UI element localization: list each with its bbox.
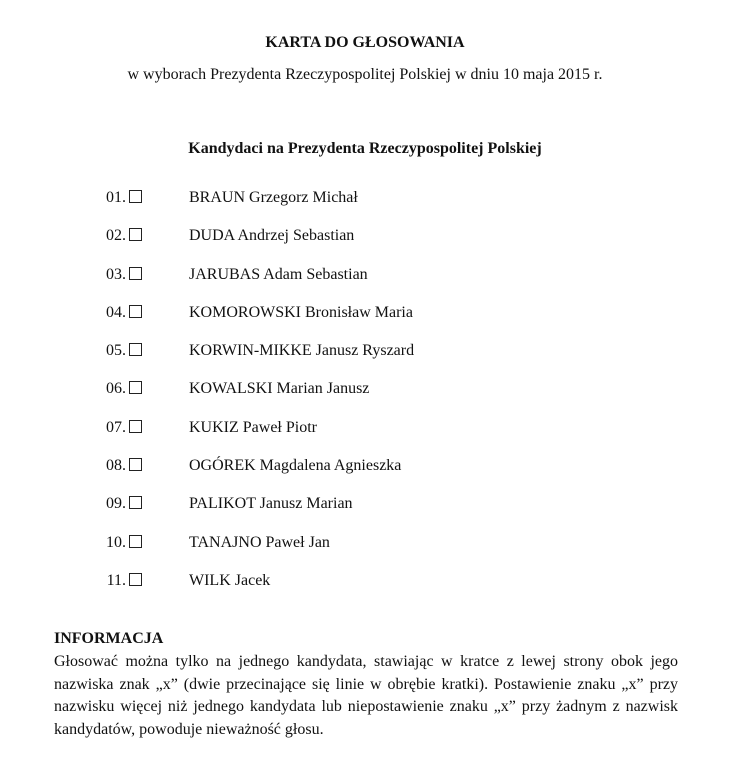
candidate-number: 01. xyxy=(106,189,126,206)
info-body: Głosować można tylko na jednego kandydata, stawiając w kratce z lewej strony obok jego nazwiska znak „x” (dwie przecinające się linie w obrębie kratki). Postawienie znaku „x” przy nazwisku więcej niż jednego kandydata lub niepostawienie znaku „x” przy żadnym z nazwisk kandydatów, powoduje nieważność głosu. xyxy=(54,653,678,738)
candidate-number: 08. xyxy=(106,457,126,475)
candidate-name: KORWIN-MIKKE Janusz Ryszard xyxy=(189,342,415,360)
candidate-row-09[interactable] xyxy=(0,492,730,530)
vote-checkbox[interactable] xyxy=(129,343,142,356)
ballot-title: KARTA DO GŁOSOWANIA xyxy=(265,34,465,51)
candidate-row-11[interactable] xyxy=(0,569,730,607)
vote-checkbox[interactable] xyxy=(129,381,142,394)
vote-checkbox[interactable] xyxy=(129,420,142,433)
candidate-number: 10. xyxy=(106,533,126,551)
candidate-row-02[interactable] xyxy=(0,224,730,262)
candidate-row-10[interactable] xyxy=(0,531,730,569)
vote-checkbox[interactable] xyxy=(129,573,142,586)
vote-checkbox[interactable] xyxy=(129,228,142,241)
candidate-number: 03. xyxy=(106,265,126,283)
candidate-name: KUKIZ Paweł Piotr xyxy=(189,418,317,436)
candidate-number: 11. xyxy=(106,571,126,589)
vote-checkbox[interactable] xyxy=(129,458,142,471)
candidate-name: JARUBAS Adam Sebastian xyxy=(189,265,368,283)
ballot-subtitle: w wyborach Prezydenta Rzeczypospolitej Polskiej w dniu 10 maja 2015 r. xyxy=(127,66,603,83)
candidate-name: PALIKOT Janusz Marian xyxy=(189,495,353,513)
candidate-name: OGÓREK Magdalena Agnieszka xyxy=(189,457,402,475)
candidate-number: 06. xyxy=(106,380,126,398)
candidate-number: 09. xyxy=(106,495,126,513)
candidate-number: 07. xyxy=(106,418,126,436)
candidate-row-08[interactable] xyxy=(0,454,730,492)
candidate-number: 05. xyxy=(106,342,126,360)
candidate-row-07[interactable] xyxy=(0,416,730,454)
vote-checkbox[interactable] xyxy=(129,496,142,509)
candidates-section-title: Kandydaci na Prezydenta Rzeczypospolitej Polskiej xyxy=(188,140,542,157)
candidate-row-01[interactable] xyxy=(0,186,730,224)
candidate-row-03[interactable] xyxy=(0,263,730,301)
vote-checkbox[interactable] xyxy=(129,305,142,318)
candidate-name: KOWALSKI Marian Janusz xyxy=(189,380,370,398)
candidate-row-05[interactable] xyxy=(0,339,730,377)
candidate-name: KOMOROWSKI Bronisław Maria xyxy=(189,303,413,321)
candidate-row-06[interactable] xyxy=(0,377,730,415)
candidate-number: 02. xyxy=(106,227,126,245)
info-heading: INFORMACJA xyxy=(54,630,164,647)
candidate-name: DUDA Andrzej Sebastian xyxy=(189,227,355,245)
vote-checkbox[interactable] xyxy=(129,267,142,280)
candidate-list xyxy=(0,186,730,607)
vote-checkbox[interactable] xyxy=(129,535,142,548)
candidate-row-04[interactable] xyxy=(0,301,730,339)
candidate-name: TANAJNO Paweł Jan xyxy=(189,533,330,551)
candidate-number: 04. xyxy=(106,303,126,321)
vote-checkbox[interactable] xyxy=(129,190,142,203)
candidate-name: BRAUN Grzegorz Michał xyxy=(189,189,358,206)
candidate-name: WILK Jacek xyxy=(189,571,271,589)
